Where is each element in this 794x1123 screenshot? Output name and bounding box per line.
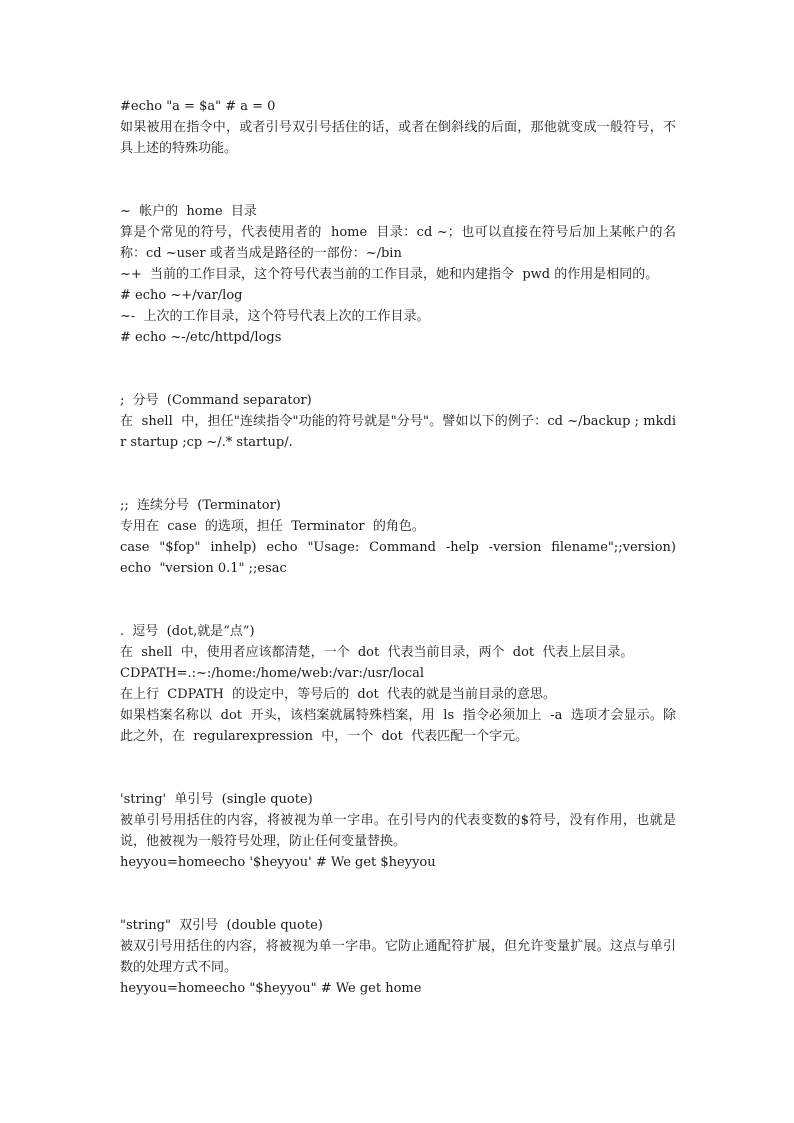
section-tilde	[120, 201, 676, 348]
code-line: heyyou=homeecho '$heyyou' # We get $heyyou	[120, 855, 436, 870]
section-double-quote	[120, 915, 676, 999]
paragraph: 被双引号用括住的内容，将被视为单一字串。它防止通配符扩展，但允许变量扩展。这点与单引数的处理方式不同。	[120, 939, 676, 975]
section-escape-note	[120, 96, 676, 159]
code-line: #echo "a = $a" # a = 0	[120, 99, 276, 114]
paragraph: 在 shell 中，担任"连续指令"功能的符号就是"分号"。譬如以下的例子：cd ~/backup ; mkdir startup ;cp ~/.* startup/.	[120, 414, 676, 450]
paragraph: 在上行 CDPATH 的设定中，等号后的 dot 代表的就是当前目录的意思。	[120, 687, 557, 702]
document-body	[120, 96, 685, 999]
paragraph: 算是个常见的符号，代表使用者的 home 目录：cd ~；也可以直接在符号后加上某帐户的名称：cd ~user 或者当成是路径的一部份：~/bin	[120, 225, 676, 261]
section-gap	[120, 348, 676, 390]
paragraph: 在 shell 中，使用者应该都清楚，一个 dot 代表当前目录，两个 dot 代表上层目录。	[120, 645, 634, 660]
section-heading: ; 分号 (Command separator)	[120, 393, 312, 408]
code-line: case "$fop" inhelp) echo "Usage: Command -help -version filename";;version) echo "version 0.1" ;;esac	[120, 540, 685, 576]
section-single-quote	[120, 789, 676, 873]
section-semicolon	[120, 390, 676, 453]
code-line: CDPATH=.:~:/home:/home/web:/var:/usr/local	[120, 666, 425, 681]
paragraph: 专用在 case 的选项，担任 Terminator 的角色。	[120, 519, 425, 534]
section-gap	[120, 747, 676, 789]
section-heading: . 逗号 (dot,就是“点”)	[120, 624, 255, 639]
section-heading: ~ 帐户的 home 目录	[120, 204, 257, 219]
section-heading: 'string' 单引号 (single quote)	[120, 792, 313, 807]
paragraph: ~- 上次的工作目录，这个符号代表上次的工作目录。	[120, 309, 430, 324]
section-gap	[120, 873, 676, 915]
paragraph: 被单引号用括住的内容，将被视为单一字串。在引号内的代表变数的$符号，没有作用，也就是说，他被视为一般符号处理，防止任何变量替换。	[120, 813, 676, 849]
section-gap	[120, 579, 676, 621]
paragraph: 如果被用在指令中，或者引号双引号括住的话，或者在倒斜线的后面，那他就变成一般符号，不具上述的特殊功能。	[120, 120, 676, 156]
code-line: # echo ~+/var/log	[120, 288, 243, 303]
section-gap	[120, 159, 676, 201]
section-double-semicolon	[120, 495, 685, 579]
section-heading: "string" 双引号 (double quote)	[120, 918, 323, 933]
section-gap	[120, 453, 676, 495]
code-line: heyyou=homeecho "$heyyou" # We get home	[120, 981, 422, 996]
paragraph: 如果档案名称以 dot 开头，该档案就属特殊档案，用 ls 指令必须加上 -a 选项才会显示。除此之外，在 regularexpression 中，一个 dot 代表匹配一个字元。	[120, 708, 676, 744]
section-heading: ;; 连续分号 (Terminator)	[120, 498, 281, 513]
section-dot	[120, 621, 676, 747]
code-line: # echo ~-/etc/httpd/logs	[120, 330, 282, 345]
paragraph: ~+ 当前的工作目录，这个符号代表当前的工作目录，她和内建指令 pwd 的作用是相同的。	[120, 267, 659, 282]
